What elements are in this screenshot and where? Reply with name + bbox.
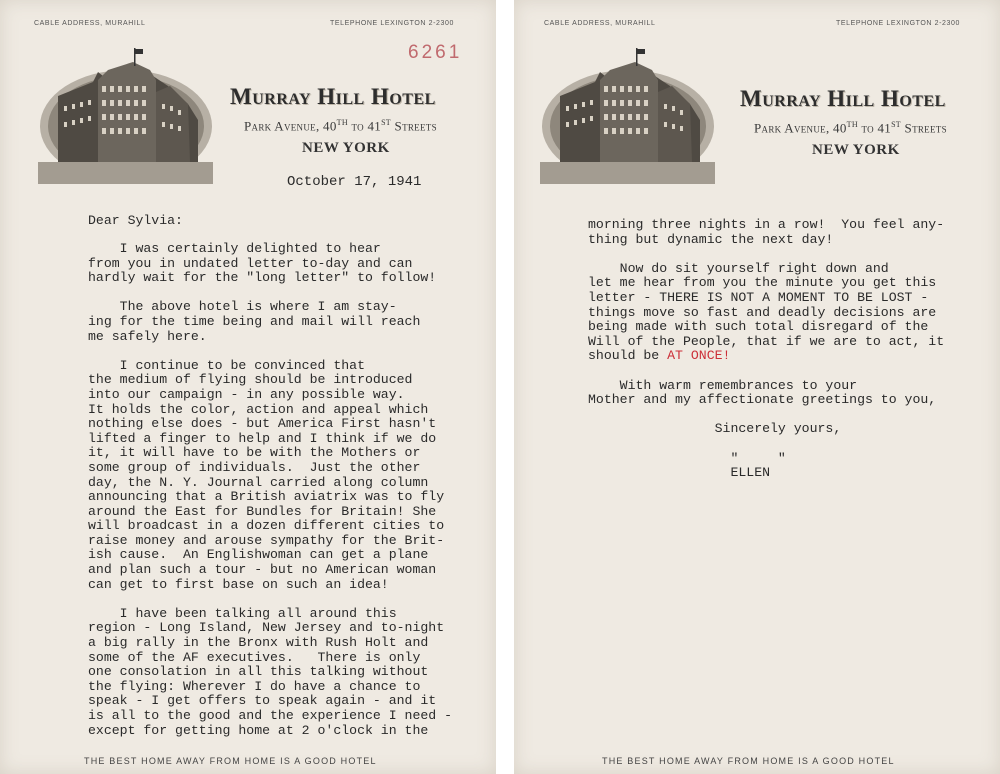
text-line: ing for the time being and mail will reach	[88, 313, 421, 329]
hotel-engraving	[38, 44, 213, 184]
archive-stamp-number: 6261	[408, 42, 463, 63]
text-line: Now do sit yourself right down and	[588, 260, 889, 276]
text-line: With warm remembrances to your	[588, 377, 858, 393]
text-line: Mother and my affectionate greetings to you,	[588, 392, 937, 408]
text-line: It holds the color, action and appeal which	[88, 401, 429, 417]
text-line	[588, 349, 944, 364]
text-line: lifted a finger to help and I think if we do	[88, 430, 437, 446]
salutation: Dear Sylvia:	[88, 213, 183, 228]
text-line: and plan such a tour - but no American woman	[88, 562, 437, 578]
text-line: I have been talking all around this	[88, 605, 397, 621]
letter-body-page-2	[588, 218, 944, 481]
hotel-name: Murray Hill Hotel	[740, 86, 946, 111]
text-line	[588, 408, 944, 423]
cable-address: CABLE ADDRESS, MURAHILL	[544, 20, 656, 27]
text-line: it, it will have to be with the Mothers or	[88, 445, 421, 461]
text-line: things move so fast and deadly decisions are	[588, 304, 937, 320]
text-line: ish cause. An Englishwoman can get a plane	[88, 547, 429, 563]
text-line: raise money and arouse sympathy for the Brit-	[88, 532, 445, 548]
text-line	[88, 286, 452, 301]
text-line: let me hear from you the minute you get this	[588, 275, 937, 291]
text-line: around the East for Bundles for Britain! She	[88, 503, 437, 519]
text-line: except for getting home at 2 o'clock in the	[88, 722, 429, 738]
text-line	[588, 437, 944, 452]
text-line: ELLEN	[588, 465, 771, 481]
letter-page-1	[0, 0, 496, 774]
hotel-address: Park Avenue, 40TH to 41ST Streets	[754, 120, 947, 136]
letter-page-2	[514, 0, 1000, 774]
text-line: a big rally in the Bronx with Rush Holt and	[88, 635, 429, 651]
text-line	[588, 364, 944, 379]
text-line: I was certainly delighted to hear	[88, 241, 381, 256]
text-line: day, the N. Y. Journal carried along column	[88, 474, 429, 490]
hotel-name: Murray Hill Hotel	[230, 84, 436, 109]
hotel-motto: THE BEST HOME AWAY FROM HOME IS A GOOD HOTEL	[602, 756, 895, 766]
text-line: Sincerely yours,	[588, 421, 842, 437]
text-line	[88, 592, 452, 607]
text-line: some of the AF executives. There is only	[88, 649, 421, 665]
page-gap	[496, 0, 514, 774]
text-line: letter - THERE IS NOT A MOMENT TO BE LOST -	[588, 289, 929, 305]
text-line: is all to the good and the experience I need -	[88, 708, 453, 723]
red-typed-emphasis: AT ONCE!	[667, 348, 731, 364]
text-line: " "	[588, 450, 786, 466]
text-line: announcing that a British aviatrix was to fly	[88, 489, 445, 505]
text-line	[88, 344, 452, 359]
telephone: TELEPHONE LEXINGTON 2-2300	[330, 20, 455, 27]
text-line: some group of individuals. Just the other	[88, 459, 421, 475]
text-line: speak - I get offers to speak again - and it	[88, 693, 437, 709]
text-line: into our campaign - in any possible way.	[88, 386, 405, 402]
text-line: Will of the People, that if we are to act, it	[588, 333, 945, 349]
text-line: me safely here.	[88, 328, 207, 344]
text-line: from you in undated letter to-day and can	[88, 255, 413, 271]
text-line: region - Long Island, New Jersey and to-night	[88, 620, 445, 636]
text-line: morning three nights in a row! You feel any-	[588, 217, 945, 232]
hotel-city: NEW YORK	[812, 142, 900, 158]
letter-body-page-1	[88, 242, 452, 738]
hotel-address: Park Avenue, 40TH to 41ST Streets	[244, 118, 437, 134]
text-line: the medium of flying should be introduced	[88, 372, 413, 388]
text-line: can get to first base on such an idea!	[88, 576, 389, 592]
telephone: TELEPHONE LEXINGTON 2-2300	[836, 20, 961, 27]
text-fragment: should be	[588, 348, 668, 364]
hotel-motto: THE BEST HOME AWAY FROM HOME IS A GOOD HOTEL	[84, 756, 377, 766]
text-line: I continue to be convinced that	[88, 357, 365, 373]
text-line: nothing else does - but America First hasn't	[88, 416, 437, 432]
text-line: thing but dynamic the next day!	[588, 231, 834, 247]
text-line: the flying: Wherever I do have a chance to	[88, 678, 421, 694]
text-line: being made with such total disregard of the	[588, 319, 929, 335]
text-line: will broadcast in a dozen different cities to	[88, 518, 445, 534]
text-line: hardly wait for the "long letter" to follow!	[88, 270, 437, 286]
text-line: one consolation in all this talking without	[88, 664, 429, 680]
cable-address: CABLE ADDRESS, MURAHILL	[34, 20, 146, 27]
text-line: The above hotel is where I am stay-	[88, 299, 397, 315]
hotel-city: NEW YORK	[302, 140, 390, 156]
hotel-engraving	[540, 44, 715, 184]
letter-date: October 17, 1941	[287, 174, 422, 190]
text-line	[588, 247, 944, 262]
